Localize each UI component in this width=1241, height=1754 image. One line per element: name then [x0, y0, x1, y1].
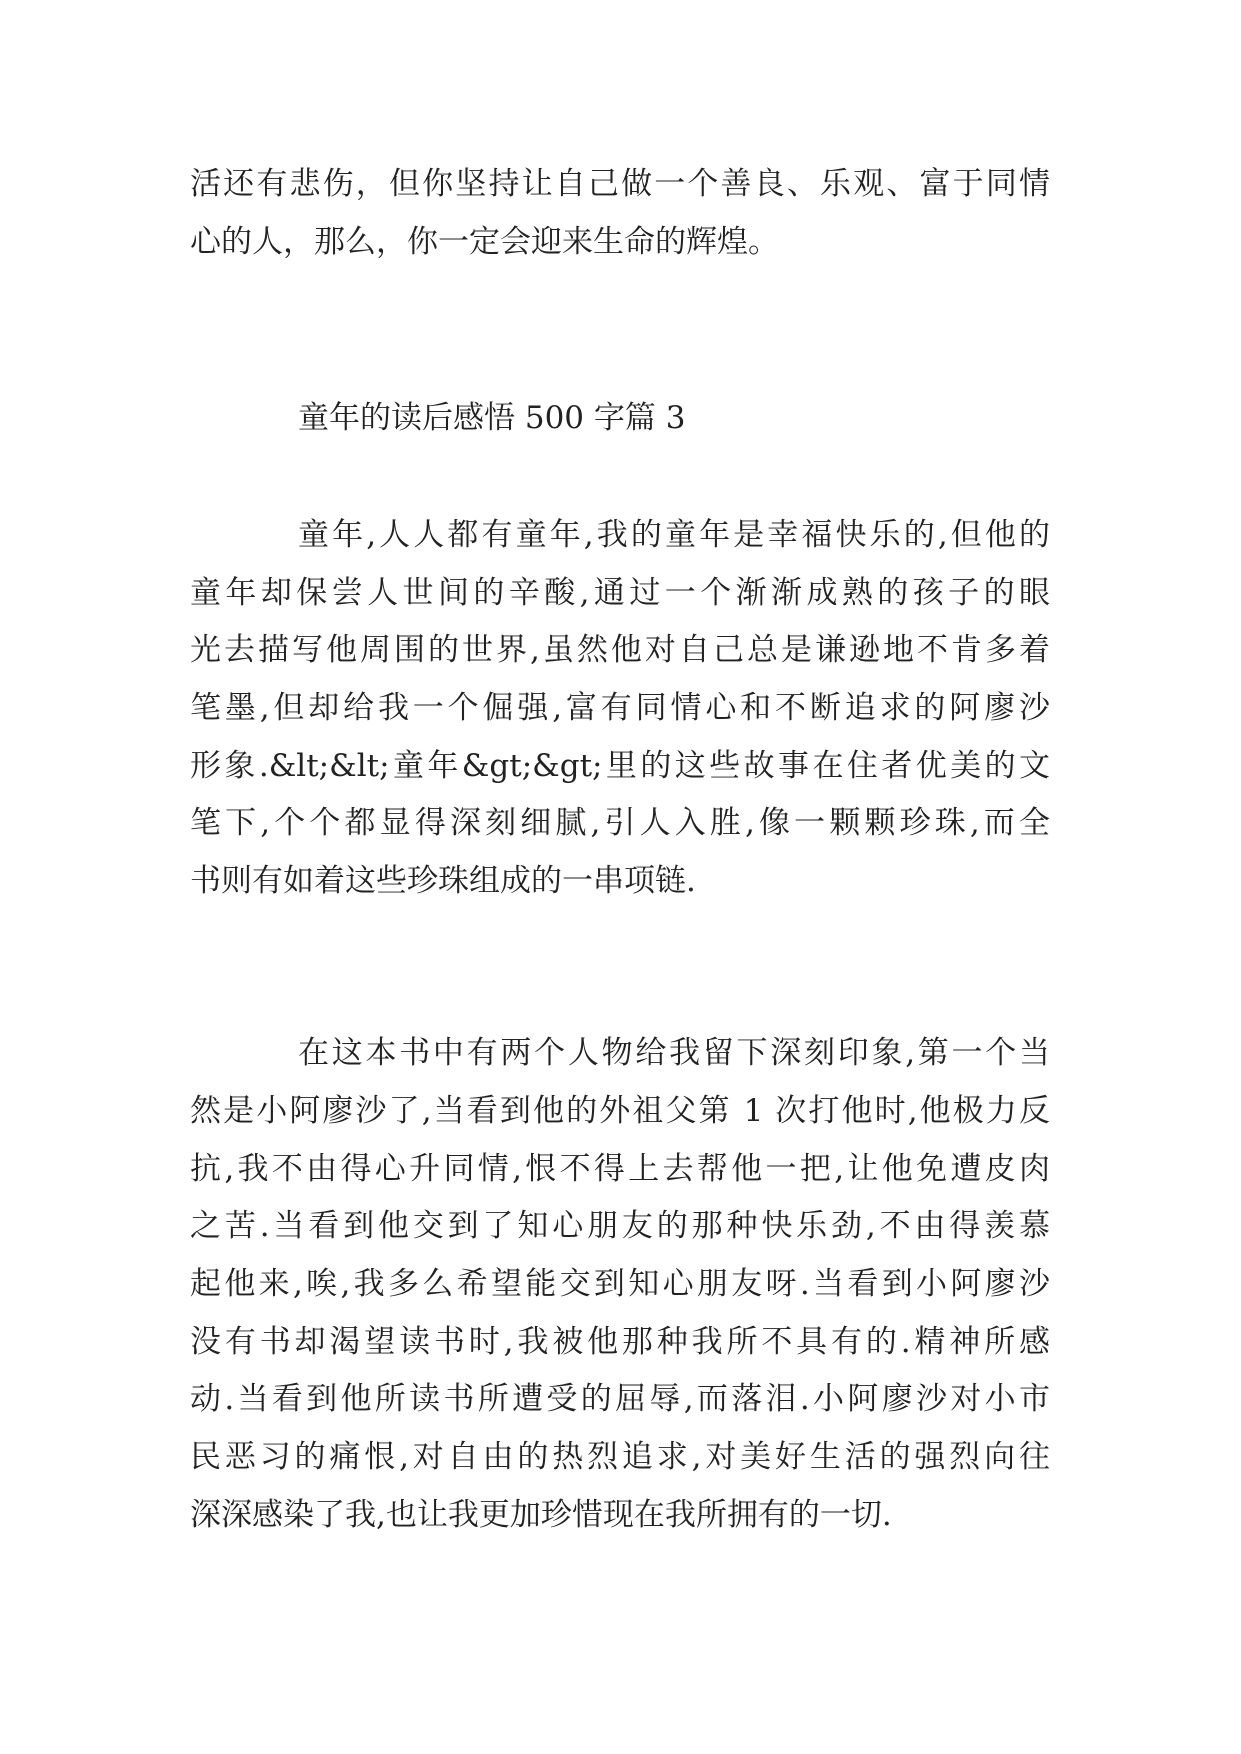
- text-line: 之苦.当看到他交到了知心朋友的那种快乐劲,不由得羡慕: [190, 1208, 1050, 1244]
- text-line: 形象.&lt;&lt;童年&gt;&gt;里的这些故事在住者优美的文: [190, 748, 1050, 784]
- text-line: 在这本书中有两个人物给我留下深刻印象,第一个当: [298, 1035, 1050, 1071]
- text-line: 起他来,唉,我多么希望能交到知心朋友呀.当看到小阿廖沙: [190, 1266, 1050, 1302]
- text-line: 动.当看到他所读书所遭受的屈辱,而落泪.小阿廖沙对小市: [190, 1381, 1050, 1417]
- text-line: 心的人，那么，你一定会迎来生命的辉煌。: [190, 224, 779, 260]
- text-line: 光去描写他周围的世界,虽然他对自己总是谦逊地不肯多着: [190, 632, 1050, 668]
- text-line: 活还有悲伤，但你坚持让自己做一个善良、乐观、富于同情: [190, 166, 1050, 202]
- text-line: 童年却保尝人世间的辛酸,通过一个渐渐成熟的孩子的眼: [190, 575, 1050, 611]
- text-line: 民恶习的痛恨,对自由的热烈追求,对美好生活的强烈向往: [190, 1439, 1050, 1475]
- text-line: 然是小阿廖沙了,当看到他的外祖父第 1 次打他时,他极力反: [190, 1093, 1050, 1129]
- text-line: 笔下,个个都显得深刻细腻,引人入胜,像一颗颗珍珠,而全: [190, 805, 1050, 841]
- text-line: 童年,人人都有童年,我的童年是幸福快乐的,但他的: [298, 517, 1050, 553]
- text-line: 深深感染了我,也让我更加珍惜现在我所拥有的一切.: [190, 1497, 892, 1533]
- text-line: 没有书却渴望读书时,我被他那种我所不具有的.精神所感: [190, 1324, 1050, 1360]
- text-line: 抗,我不由得心升同情,恨不得上去帮他一把,让他免遭皮肉: [190, 1151, 1050, 1187]
- section-heading: 童年的读后感悟 500 字篇 3: [298, 400, 686, 436]
- text-line: 笔墨,但却给我一个倔强,富有同情心和不断追求的阿廖沙: [190, 690, 1050, 726]
- text-line: 书则有如着这些珍珠组成的一串项链.: [190, 863, 696, 899]
